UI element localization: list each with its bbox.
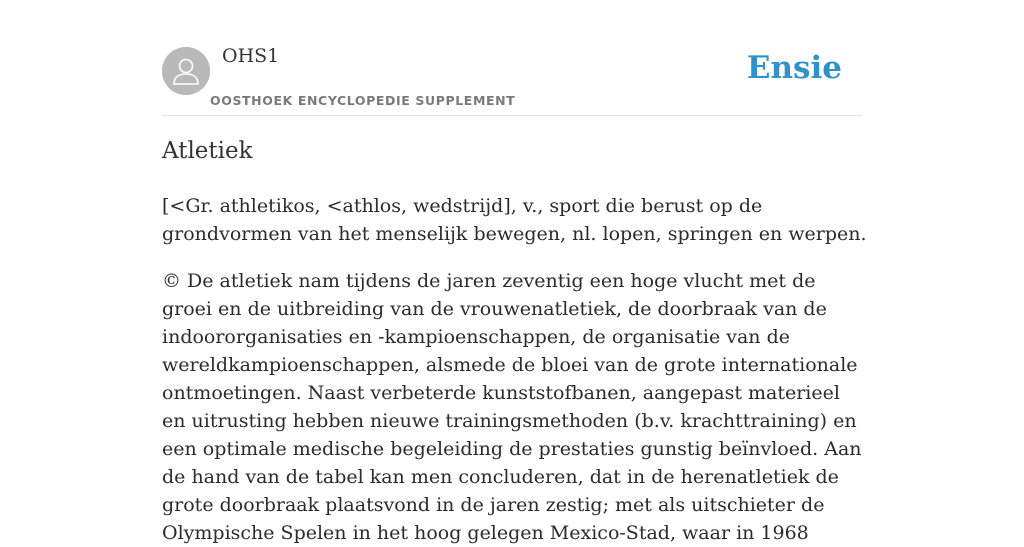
user-avatar-icon[interactable] (162, 47, 210, 95)
article-paragraph: © De atletiek nam tijdens de jaren zeventig een hoge vlucht met de groei en de uitbreiding van de vrouwenatletiek, de doorbraak van de indoororganisaties en -kampioenschappen, de organisatie van de wereldkampioenschappen, alsmede de bloei van de grote internationale ontmoetingen. Naast verbeterde kunststofbanen, aangepast materieel en uitrusting hebben nieuwe trainingsmethoden (b.v. krachttraining) en een optimale medische begeleiding de prestaties gunstig beïnvloed. Aan de hand van de tabel kan men concluderen, dat in de herenatletiek de grote doorbraak plaatsvond in de jaren zestig; met als uitschieter de Olympische Spelen in het hoog gelegen Mexico-Stad, waar in 1968 (162, 270, 862, 544)
page (162, 0, 867, 544)
article-paragraph: [<Gr. athletikos, <athlos, wedstrijd], v., sport die berust op de grondvormen van het menselijk bewegen, nl. lopen, springen en werpen. (162, 195, 867, 245)
author-name[interactable]: OHS1 (222, 45, 280, 67)
article-title: Atletiek (162, 138, 253, 164)
source-label[interactable]: OOSTHOEK ENCYCLOPEDIE SUPPLEMENT (210, 93, 516, 108)
brand-logo[interactable]: Ensie (746, 50, 842, 86)
header (162, 0, 862, 116)
